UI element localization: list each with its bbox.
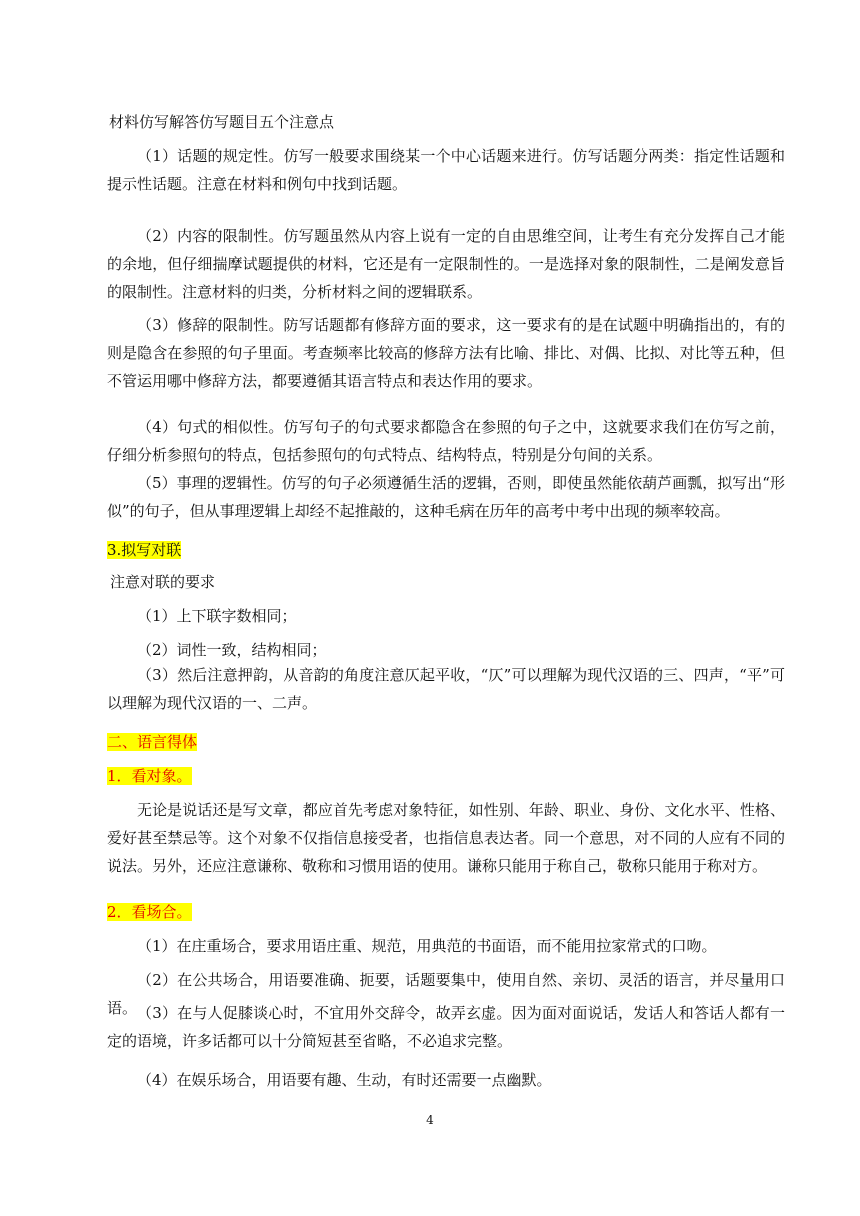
paragraph-content-limit: （2）内容的限制性。仿写题虽然从内容上说有一定的自由思维空间，让考生有充分发挥自己才能的余地，但仔细揣摩试题提供的材料，它还是有一定限制性的。一是选择对象的限制性，二是阐发意旨的限制性。注意材料的归类，分析材料之间的逻辑联系。	[107, 227, 785, 301]
paragraph-rhetoric: （3）修辞的限制性。防写话题都有修辞方面的要求，这一要求有的是在试题中明确指出的，有的则是隐含在参照的句子里面。考查频率比较高的修辞方法有比喻、排比、对偶、比拟、对比等五种，但不管运用哪中修辞方法，都要遵循其语言特点和表达作用的要求。	[107, 316, 785, 390]
paragraph-sentence-pattern: （4）句式的相似性。仿写句子的句式要求都隐含在参照的句子之中，这就要求我们在仿写之前，仔细分析参照句的特点，包括参照句的句式特点、结构特点，特别是分句间的关系。	[107, 418, 785, 464]
couplet-intro: 注意对联的要求	[110, 573, 216, 591]
section-heading-appropriate-language	[107, 728, 785, 756]
couplet-rule-2: （2）词性一致，结构相同；	[137, 641, 327, 659]
intro-line: 材料仿写解答仿写题目五个注意点	[109, 113, 335, 131]
paragraph-topic: （1）话题的规定性。仿写一般要求围绕某一个中心话题来进行。仿写话题分两类：指定性话题和提示性话题。注意在材料和例句中找到话题。	[107, 147, 785, 193]
occasion-rule-3: （3）在与人促膝谈心时，不宜用外交辞令，故弄玄虚。因为面对面说话，发话人和答话人都有一定的语境，许多话都可以十分简短甚至省略，不必追求完整。	[107, 1004, 785, 1050]
page-number: 4	[426, 1113, 434, 1127]
occasion-rule-2: （2）在公共场合，用语要准确、扼要，话题要集中，使用自然、亲切、灵活的语言，并尽量用口语。	[107, 971, 785, 1017]
occasion-rule-4: （4）在娱乐场合，用语要有趣、生动，有时还需要一点幽默。	[137, 1071, 552, 1089]
paragraph-logic: （5）事理的逻辑性。仿写的句子必须遵循生活的逻辑，否则，即使虽然能依葫芦画瓢，拟写出“形似”的句子，但从事理逻辑上却经不起推敲的，这种毛病在历年的高考中考中出现的频率较高。	[107, 474, 785, 520]
section-heading-text: 二、语言得体	[107, 733, 198, 751]
heading-couplet-text: 3.拟写对联	[107, 541, 182, 559]
heading-couplet	[107, 536, 785, 564]
subheading-audience-text: 1．看对象。	[107, 767, 192, 785]
occasion-rule-1: （1）在庄重场合，要求用语庄重、规范，用典范的书面语，而不能用拉家常式的口吻。	[137, 937, 717, 955]
couplet-rule-3: （3）然后注意押韵，从音韵的角度注意仄起平收，“仄”可以理解为现代汉语的三、四声，“平”可以理解为现代汉语的一、二声。	[107, 666, 785, 712]
couplet-rule-1: （1）上下联字数相同；	[137, 607, 297, 625]
paragraph-audience: 无论是说话还是写文章，都应首先考虑对象特征，如性别、年龄、职业、身份、文化水平、性格、爱好甚至禁忌等。这个对象不仅指信息接受者，也指信息表达者。同一个意思，对不同的人应有不同的说法。另外，还应注意谦称、敬称和习惯用语的使用。谦称只能用于称自己，敬称只能用于称对方。	[107, 801, 785, 875]
subheading-occasion	[107, 898, 785, 926]
subheading-occasion-text: 2．看场合。	[107, 903, 192, 921]
subheading-audience	[107, 762, 785, 790]
